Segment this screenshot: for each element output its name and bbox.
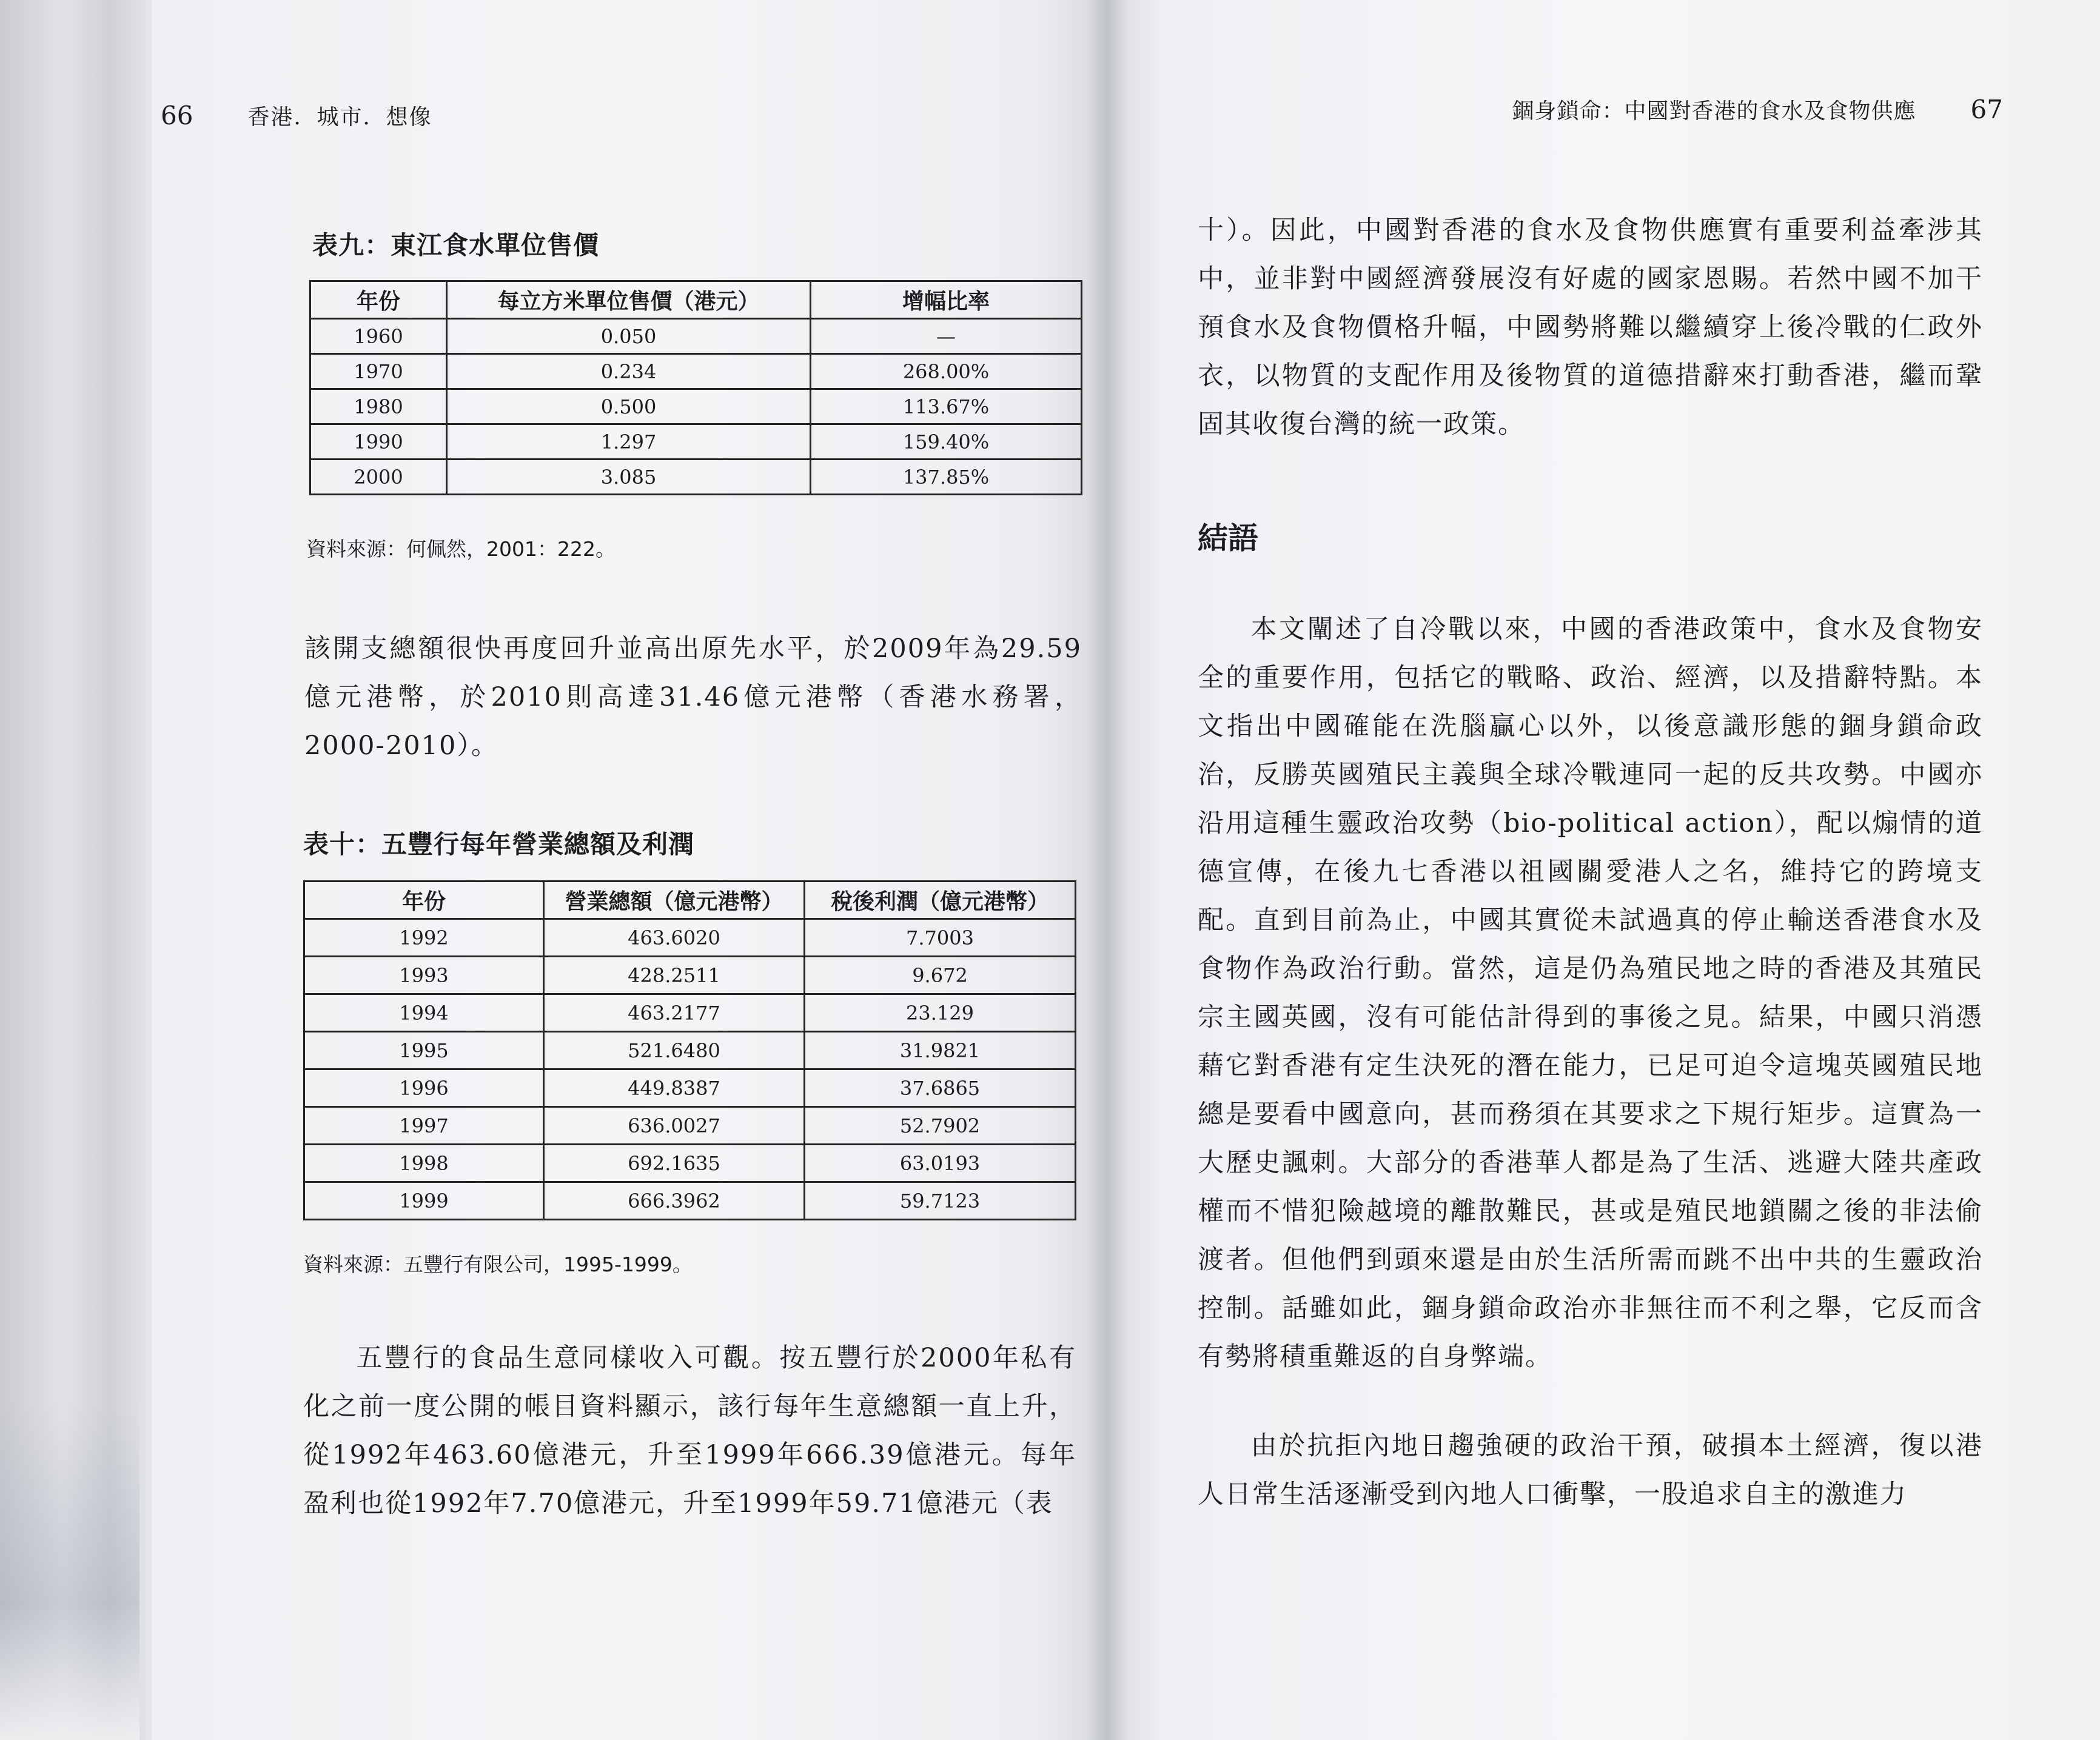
table-row	[310, 389, 1082, 424]
table10-cell-revenue: 636.0027	[544, 1107, 805, 1145]
table-row	[304, 1069, 1076, 1107]
table10-cell-year: 1997	[304, 1107, 544, 1145]
table9-cell-price: 1.297	[447, 424, 811, 460]
right-running-header	[1512, 85, 2003, 133]
table10-cell-revenue: 428.2511	[544, 957, 805, 994]
table10-cell-year: 1999	[304, 1182, 544, 1220]
right-paragraph-2	[1198, 605, 1983, 1381]
table10-cell-revenue: 666.3962	[544, 1182, 805, 1220]
table9-source: 資料來源：何佩然，2001：222。	[306, 537, 616, 561]
table9-cell-year: 1980	[310, 389, 447, 424]
table-row	[310, 460, 1082, 495]
table10-cell-profit: 63.0193	[805, 1145, 1076, 1182]
table-row	[310, 319, 1082, 354]
right-page-number: 67	[1970, 94, 2003, 124]
right-paragraph-1: 十）。因此，中國對香港的食水及食物供應實有重要利益牽涉其中，並非對中國經濟發展沒有好處的國家恩賜。若然中國不加干預食水及食物價格升幅，中國勢將難以繼續穿上後冷戰的仁政外衣，以物質的支配作用及後物質的道德措辭來打動香港，繼而鞏固其收復台灣的統一政策。	[1198, 215, 1983, 440]
table10-header-row	[304, 882, 1076, 919]
table10-cell-profit: 23.129	[805, 994, 1076, 1032]
table10-cell-year: 1992	[304, 919, 544, 957]
table10-cell-revenue: 449.8387	[544, 1069, 805, 1107]
table9-cell-year: 2000	[310, 460, 447, 495]
table-row	[304, 919, 1076, 957]
table9-cell-growth: 159.40%	[811, 424, 1082, 460]
table10-cell-revenue: 692.1635	[544, 1145, 805, 1182]
left-running-head-title: 香港．城市．想像	[247, 104, 432, 130]
table9-cell-price: 0.050	[447, 319, 811, 354]
table10-cell-revenue: 521.6480	[544, 1032, 805, 1069]
table-row	[304, 1145, 1076, 1182]
table10	[303, 880, 1076, 1220]
table10-cell-year: 1996	[304, 1069, 544, 1107]
table9-cell-growth: 113.67%	[811, 389, 1082, 424]
table10-cell-profit: 9.672	[805, 957, 1076, 994]
table-row	[304, 1032, 1076, 1069]
table10-cell-year: 1998	[304, 1145, 544, 1182]
table9-cell-growth: 137.85%	[811, 460, 1082, 495]
table9-cell-year: 1990	[310, 424, 447, 460]
book-page-edges	[0, 0, 158, 1740]
right-running-head-title: 錮身鎖命：中國對香港的食水及食物供應	[1512, 98, 1916, 124]
table10-cell-profit: 31.9821	[805, 1032, 1076, 1069]
right-paragraph-2-text: 本文闡述了自冷戰以來，中國的香港政策中，食水及食物安全的重要作用，包括它的戰略、政治、經濟，以及措辭特點。本文指出中國確能在洗腦贏心以外，以後意識形態的錮身鎖命政治，反勝英國殖民主義與全球冷戰連同一起的反共攻勢。中國亦沿用這種生靈政治攻勢（bio-political action），配以煽情的道德宣傳，在後九七香港以祖國關愛港人之名，維持它的跨境支配。直到目前為止，中國其實從未試過真的停止輸送香港食水及食物作為政治行動。當然，這是仍為殖民地之時的香港及其殖民宗主國英國，沒有可能估計得到的事後之見。結果，中國只消憑藉它對香港有定生決死的潛在能力，已足可迫令這塊英國殖民地總是要看中國意向，甚而務須在其要求之下規行矩步。這實為一大歷史諷刺。大部分的香港華人都是為了生活、逃避大陸共產政權而不惜犯險越境的離散難民，甚或是殖民地鎖關之後的非法偷渡者。但他們到頭來還是由於生活所需而跳不出中共的生靈政治控制。話雖如此，錮身鎖命政治亦非無往而不利之舉，它反而含有勢將積重難返的自身弊端。	[1198, 614, 1983, 1372]
table-row	[304, 1107, 1076, 1145]
table9-cell-year: 1960	[310, 319, 447, 354]
table10-cell-revenue: 463.6020	[544, 919, 805, 957]
table10-cell-year: 1994	[304, 994, 544, 1032]
table9-cell-price: 0.500	[447, 389, 811, 424]
right-paragraph-3-text: 由於抗拒內地日趨強硬的政治干預，破損本土經濟，復以港人日常生活逐漸受到內地人口衝擊，一股追求自主的激進力	[1198, 1431, 1983, 1510]
section-title-conclusion: 結語	[1198, 521, 1258, 556]
table-row	[310, 424, 1082, 460]
left-page-number: 66	[161, 100, 193, 130]
table9	[309, 280, 1082, 495]
table10-cell-profit: 52.7902	[805, 1107, 1076, 1145]
table9-cell-year: 1970	[310, 354, 447, 389]
left-running-header	[161, 91, 767, 139]
table9-header-row	[310, 281, 1082, 319]
table-row	[304, 1182, 1076, 1220]
table10-cell-profit: 7.7003	[805, 919, 1076, 957]
table9-caption: 表九：東江食水單位售價	[312, 230, 600, 260]
book-gutter	[1085, 0, 1128, 1740]
table9-header-growth: 增幅比率	[811, 281, 1082, 319]
table9-cell-growth: —	[811, 319, 1082, 354]
table10-cell-profit: 37.6865	[805, 1069, 1076, 1107]
left-paragraph-2	[303, 1334, 1076, 1528]
table9-header-year: 年份	[310, 281, 447, 319]
left-paragraph-2-text: 五豐行的食品生意同樣收入可觀。按五豐行於2000年私有化之前一度公開的帳目資料顯示，該行每年生意總額一直上升，從1992年463.60億港元，升至1999年666.39億港元。每年盈利也從1992年7.70億港元，升至1999年59.71億港元（表	[303, 1343, 1076, 1519]
table-row	[304, 994, 1076, 1032]
table10-header-year: 年份	[304, 882, 544, 919]
table10-cell-year: 1993	[304, 957, 544, 994]
table10-cell-profit: 59.7123	[805, 1182, 1076, 1220]
table9-cell-growth: 268.00%	[811, 354, 1082, 389]
table-row	[310, 354, 1082, 389]
table10-header-revenue: 營業總額（億元港幣）	[544, 882, 805, 919]
table-row	[304, 957, 1076, 994]
table9-cell-price: 3.085	[447, 460, 811, 495]
table10-source: 資料來源：五豐行有限公司，1995-1999。	[303, 1253, 693, 1276]
table10-cell-revenue: 463.2177	[544, 994, 805, 1032]
left-paragraph-1: 該開支總額很快再度回升並高出原先水平，於2009年為29.59億元港幣，於2010則高達31.46億元港幣（香港水務署，2000-2010）。	[304, 634, 1082, 761]
table10-cell-year: 1995	[304, 1032, 544, 1069]
table9-header-price: 每立方米單位售價（港元）	[447, 281, 811, 319]
table9-cell-price: 0.234	[447, 354, 811, 389]
table10-header-profit: 稅後利潤（億元港幣）	[805, 882, 1076, 919]
table10-caption: 表十：五豐行每年營業總額及利潤	[303, 829, 695, 859]
right-paragraph-3	[1198, 1422, 1983, 1519]
